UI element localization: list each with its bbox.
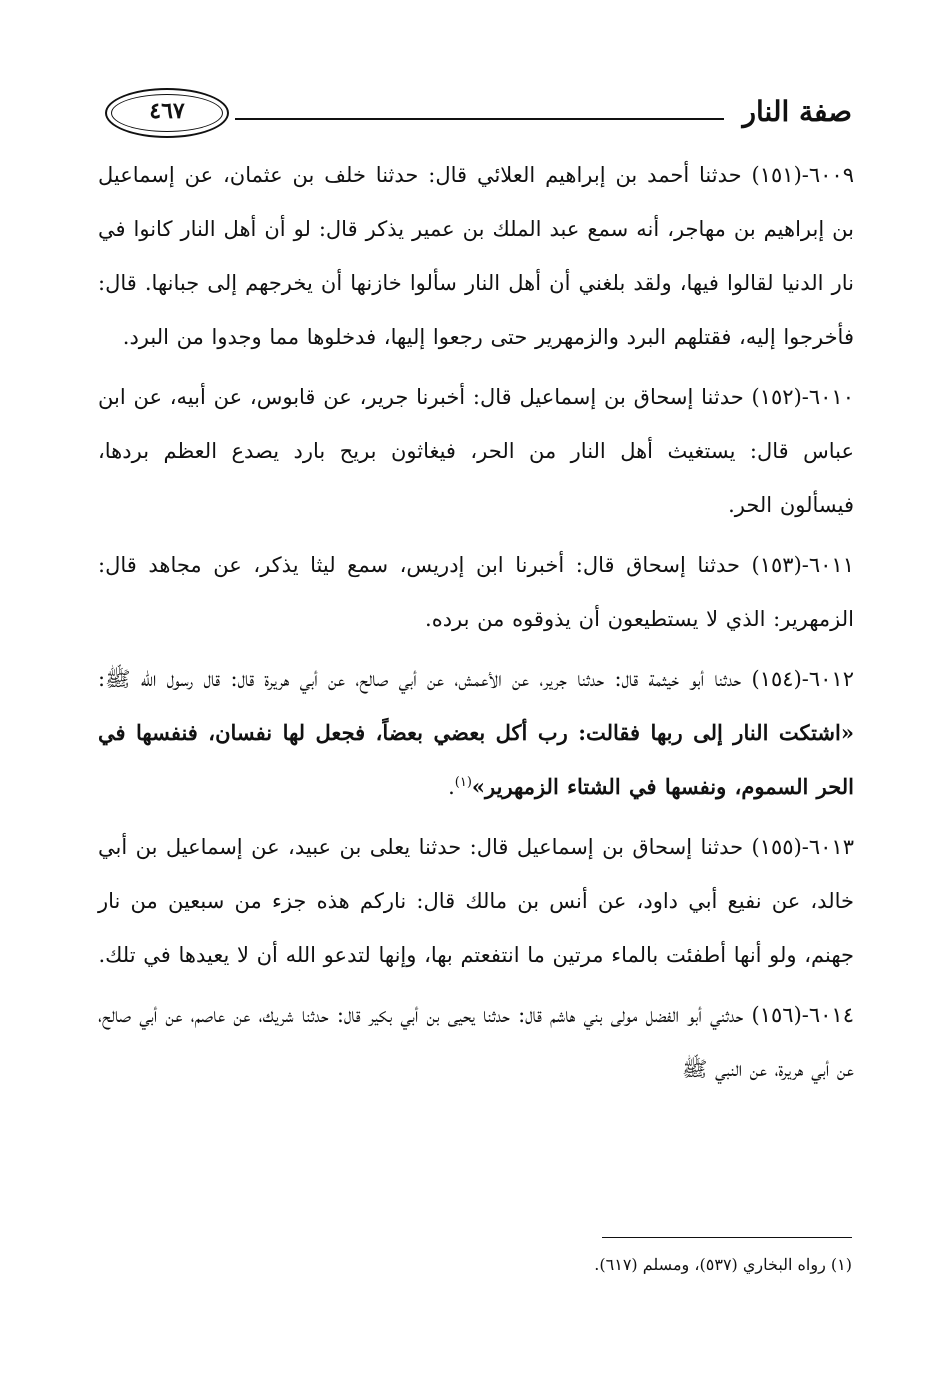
page-body — [98, 148, 854, 1102]
paragraph-6014 — [98, 988, 854, 1096]
hadith-number: ٦٠٠٩-(١٥١) — [751, 163, 854, 187]
hadith-number: ٦٠١٢-(١٥٤) — [751, 667, 854, 691]
page-title: صفة النار — [742, 95, 852, 128]
hadith-number: ٦٠١٣-(١٥٥) — [751, 835, 854, 859]
paragraph-6009 — [98, 148, 854, 364]
paragraph-text: حدثنا إسحاق بن إسماعيل قال: حدثنا يعلى بن عبيد، عن إسماعيل بن أبي خالد، عن نفيع أبي داود، عن أنس بن مالك قال: ناركم هذه جزء من سبعين من نار جهنم، ولو أنها أطفئت بالماء مرتين ما انتفعتم بها، وإنها لتدعو الله أن لا يعيدها في تلك. — [98, 835, 854, 967]
header-rule — [235, 118, 724, 120]
paragraph-text: حدثنا أحمد بن إبراهيم العلائي قال: حدثنا خلف بن عثمان، عن إسماعيل بن إبراهيم بن مهاجر، أنه سمع عبد الملك بن عمير يذكر قال: لو أن أهل النار كانوا في نار الدنيا لقالوا فيها، ولقد بلغني أن أهل النار سألوا خازنها أن يخرجهم إلى جبانها. قال: فأخرجوا إليه، فقتلهم البرد والزمهرير حتى رجعوا إليها، فدخلوها مما وجدوا من البرد. — [98, 163, 854, 349]
paragraph-text: حدثنا أبو خيثمة قال: حدثنا جرير، عن الأعمش، عن أبي صالح، عن أبي هريرة قال: قال رسول الله ﷺ: — [98, 667, 742, 691]
hadith-number: ٦٠١٠-(١٥٢) — [751, 385, 854, 409]
footnote-rule — [602, 1237, 852, 1238]
paragraph-6010 — [98, 370, 854, 532]
hadith-number: ٦٠١١-(١٥٣) — [751, 553, 854, 577]
paragraph-6013 — [98, 820, 854, 982]
paragraph-text: حدثنا إسحاق قال: أخبرنا ابن إدريس، سمع ليثا يذكر، عن مجاهد قال: الزمهرير: الذي لا يستطيعون أن يذوقوه من برده. — [98, 553, 854, 631]
paragraph-text: حدثني أبو الفضل مولى بني هاشم قال: حدثنا يحيى بن أبي بكير قال: حدثنا شريك، عن عاصم، عن أبي صالح، عن أبي هريرة، عن النبي ﷺ — [98, 1003, 854, 1081]
paragraph-6012 — [98, 652, 854, 814]
paragraph-end: . — [448, 775, 455, 799]
footnote-reference: (١) — [454, 775, 472, 790]
page-header — [100, 88, 852, 144]
page-number: ٤٦٧ — [149, 98, 185, 124]
footnote: (١) رواه البخاري (٥٣٧)، ومسلم (٦١٧). — [594, 1255, 852, 1274]
page-number-oval — [105, 88, 229, 138]
paragraph-text: حدثنا إسحاق بن إسماعيل قال: أخبرنا جرير، عن قابوس، عن أبيه، عن ابن عباس قال: يستغيث أهل النار من الحر، فيغاثون بريح بارد يصدع العظم بردها، فيسألون الحر. — [98, 385, 854, 517]
hadith-number: ٦٠١٤-(١٥٦) — [751, 1003, 854, 1027]
paragraph-6011 — [98, 538, 854, 646]
hadith-quote: «اشتكت النار إلى ربها فقالت: رب أكل بعضي بعضاً، فجعل لها نفسان، فنفسها في الحر السموم، ونفسها في الشتاء الزمهرير» — [98, 720, 854, 799]
